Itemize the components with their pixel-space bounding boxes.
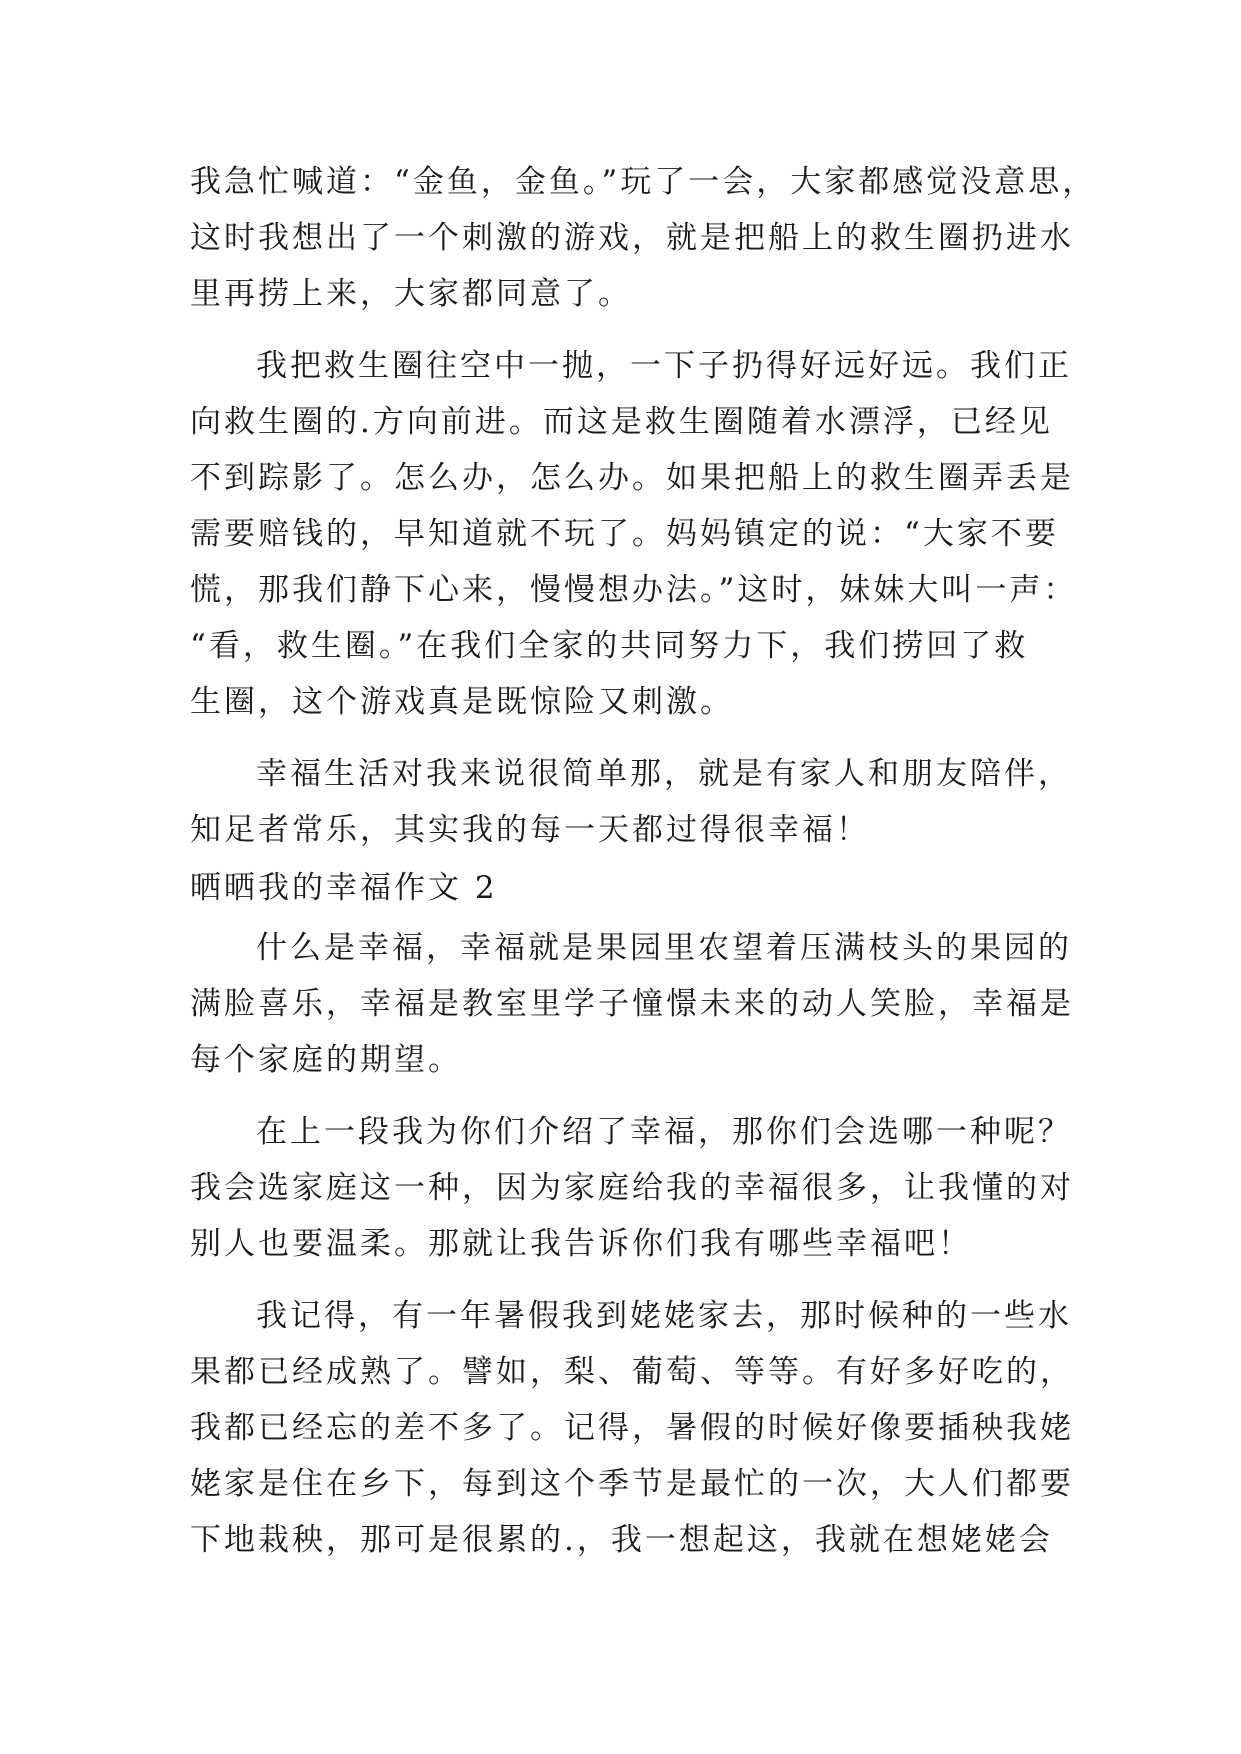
text-line: 我会选家庭这一种，因为家庭给我的幸福很多，让我懂的对	[190, 1170, 1074, 1206]
text-line: 下地栽秧，那可是很累的.，我一想起这，我就在想姥姥会	[190, 1522, 1053, 1558]
text-line: 果都已经成熟了。譬如，梨、葡萄、等等。有好多好吃的，	[190, 1354, 1074, 1390]
text-line: 慌，那我们静下心来，慢慢想办法。”这时，妹妹大叫一声：	[190, 572, 1078, 608]
text-line: 知足者常乐，其实我的每一天都过得很幸福！	[190, 812, 870, 848]
text-line: 里再捞上来，大家都同意了。	[190, 276, 632, 312]
text-line: 这时我想出了一个刺激的游戏，就是把船上的救生圈扔进水	[190, 220, 1074, 256]
text-line: 不到踪影了。怎么办，怎么办。如果把船上的救生圈弄丢是	[190, 460, 1074, 496]
text-line: 幸福生活对我来说很简单那，就是有家人和朋友陪伴，	[256, 756, 1072, 792]
text-line: 我记得，有一年暑假我到姥姥家去，那时候种的一些水	[256, 1298, 1072, 1334]
text-line: 我都已经忘的差不多了。记得，暑假的时候好像要插秧我姥	[190, 1410, 1074, 1446]
text-line: 每个家庭的期望。	[190, 1042, 462, 1078]
text-line: 需要赔钱的，早知道就不玩了。妈妈镇定的说：“大家不要	[190, 516, 1059, 552]
text-line: 向救生圈的.方向前进。而这是救生圈随着水漂浮，已经见	[190, 404, 1053, 440]
text-line: 满脸喜乐，幸福是教室里学子憧憬未来的动人笑脸，幸福是	[190, 986, 1074, 1022]
text-line: “看，救生圈。”在我们全家的共同努力下，我们捞回了救	[190, 628, 1029, 664]
text-line: 生圈，这个游戏真是既惊险又刺激。	[190, 684, 734, 720]
section-heading: 晒晒我的幸福作文 2	[190, 870, 498, 906]
text-line: 什么是幸福，幸福就是果园里农望着压满枝头的果园的	[256, 930, 1072, 966]
text-line: 我把救生圈往空中一抛，一下子扔得好远好远。我们正	[256, 348, 1072, 384]
text-line: 在上一段我为你们介绍了幸福，那你们会选哪一种呢？	[256, 1114, 1072, 1150]
text-line: 别人也要温柔。那就让我告诉你们我有哪些幸福吧！	[190, 1226, 972, 1262]
text-line: 我急忙喊道：“金鱼，金鱼。”玩了一会，大家都感觉没意思，	[190, 164, 1097, 200]
text-line: 姥家是住在乡下，每到这个季节是最忙的一次，大人们都要	[190, 1466, 1074, 1502]
